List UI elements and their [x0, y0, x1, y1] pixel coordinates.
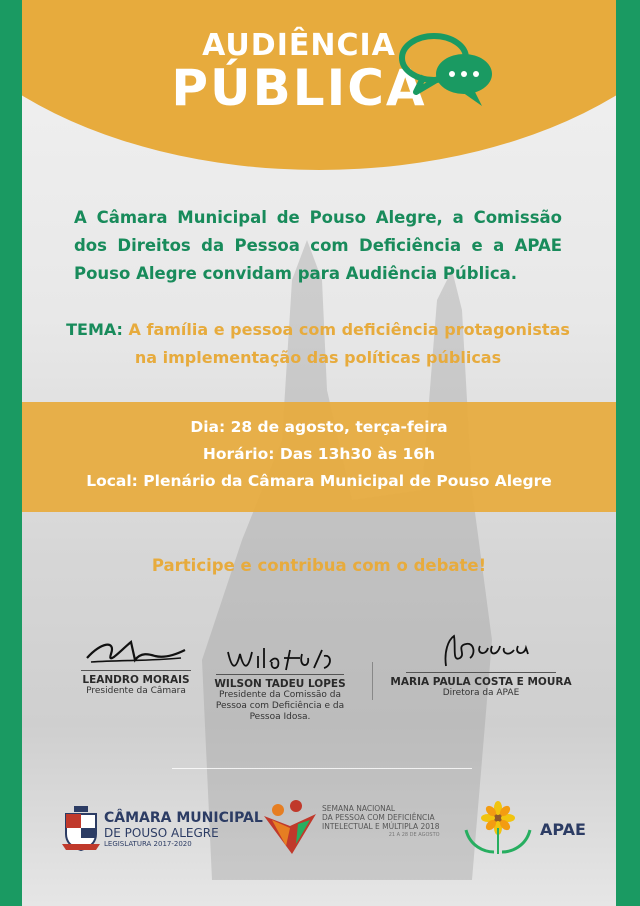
event-details — [22, 414, 616, 495]
semana-line-2: DA PESSOA COM DEFICIÊNCIA — [322, 813, 435, 822]
signer-maria-paula — [386, 632, 576, 699]
signer-name: MARIA PAULA COSTA E MOURA — [390, 676, 572, 688]
title-line-1: AUDIÊNCIA — [202, 28, 396, 63]
camara-logo-text — [104, 810, 263, 848]
camara-subtitle: DE POUSO ALEGRE — [104, 826, 219, 840]
call-to-action: Participe e contribua com o debate! — [151, 556, 487, 575]
signer-name: WILSON TADEU LOPES — [214, 678, 346, 690]
left-green-border — [0, 0, 22, 906]
signer-role: Diretora da APAE — [442, 688, 520, 698]
theme-label: TEMA: — [66, 320, 123, 339]
signer-role-line-3: Pessoa Idosa. — [249, 712, 311, 722]
event-place: Local: Plenário da Câmara Municipal de Pouso Alegre — [86, 472, 552, 490]
event-date: Dia: 28 de agosto, terça-feira — [190, 418, 448, 436]
signer-role: Presidente da Câmara — [86, 686, 186, 696]
signer-name: LEANDRO MORAIS — [82, 674, 190, 686]
theme-line-1: A família e pessoa com deficiência protagonistas — [128, 320, 570, 339]
event-time: Horário: Das 13h30 às 16h — [202, 445, 436, 463]
signature-leandro — [81, 632, 191, 670]
signer-wilson — [210, 642, 350, 723]
apae-logo-text: APAE — [540, 820, 586, 839]
signer-leandro — [76, 632, 196, 697]
poster-sheet — [22, 0, 616, 906]
semana-nacional-text — [322, 804, 440, 840]
camara-coat-of-arms-icon — [62, 806, 100, 852]
page-title — [22, 28, 616, 117]
theme-block — [62, 316, 574, 372]
signature-divider — [372, 662, 373, 700]
signer-role-line-1: Presidente da Comissão da — [218, 690, 341, 700]
signature-wilson — [220, 642, 340, 674]
invitation-text: A Câmara Municipal de Pouso Alegre, a Comissão dos Direitos da Pessoa com Deficiência e a APAE Pouso Alegre convidam para Audiência Pública. — [74, 208, 562, 283]
camara-legislatura: LEGISLATURA 2017-2020 — [104, 840, 192, 848]
signature-line — [406, 672, 556, 673]
footer-divider — [172, 768, 472, 769]
signature-maria-paula — [426, 632, 536, 672]
semana-date: 21 A 28 DE AGOSTO — [388, 832, 440, 838]
right-green-border — [616, 0, 640, 906]
semana-line-3: INTELECTUAL E MÚLTIPLA 2018 — [322, 822, 440, 831]
theme-line-2: na implementação das políticas públicas — [134, 348, 502, 367]
apae-flower-icon — [460, 800, 536, 856]
semana-line-1: SEMANA NACIONAL — [322, 804, 396, 813]
semana-nacional-logo-icon — [262, 798, 318, 858]
signer-role-line-2: Pessoa com Deficiência e da — [215, 701, 345, 711]
title-line-2: PÚBLICA — [171, 59, 427, 117]
camara-title: CÂMARA MUNICIPAL — [104, 810, 263, 826]
speech-bubbles-icon — [394, 28, 502, 112]
signature-line — [216, 674, 344, 675]
signature-line — [81, 670, 191, 671]
